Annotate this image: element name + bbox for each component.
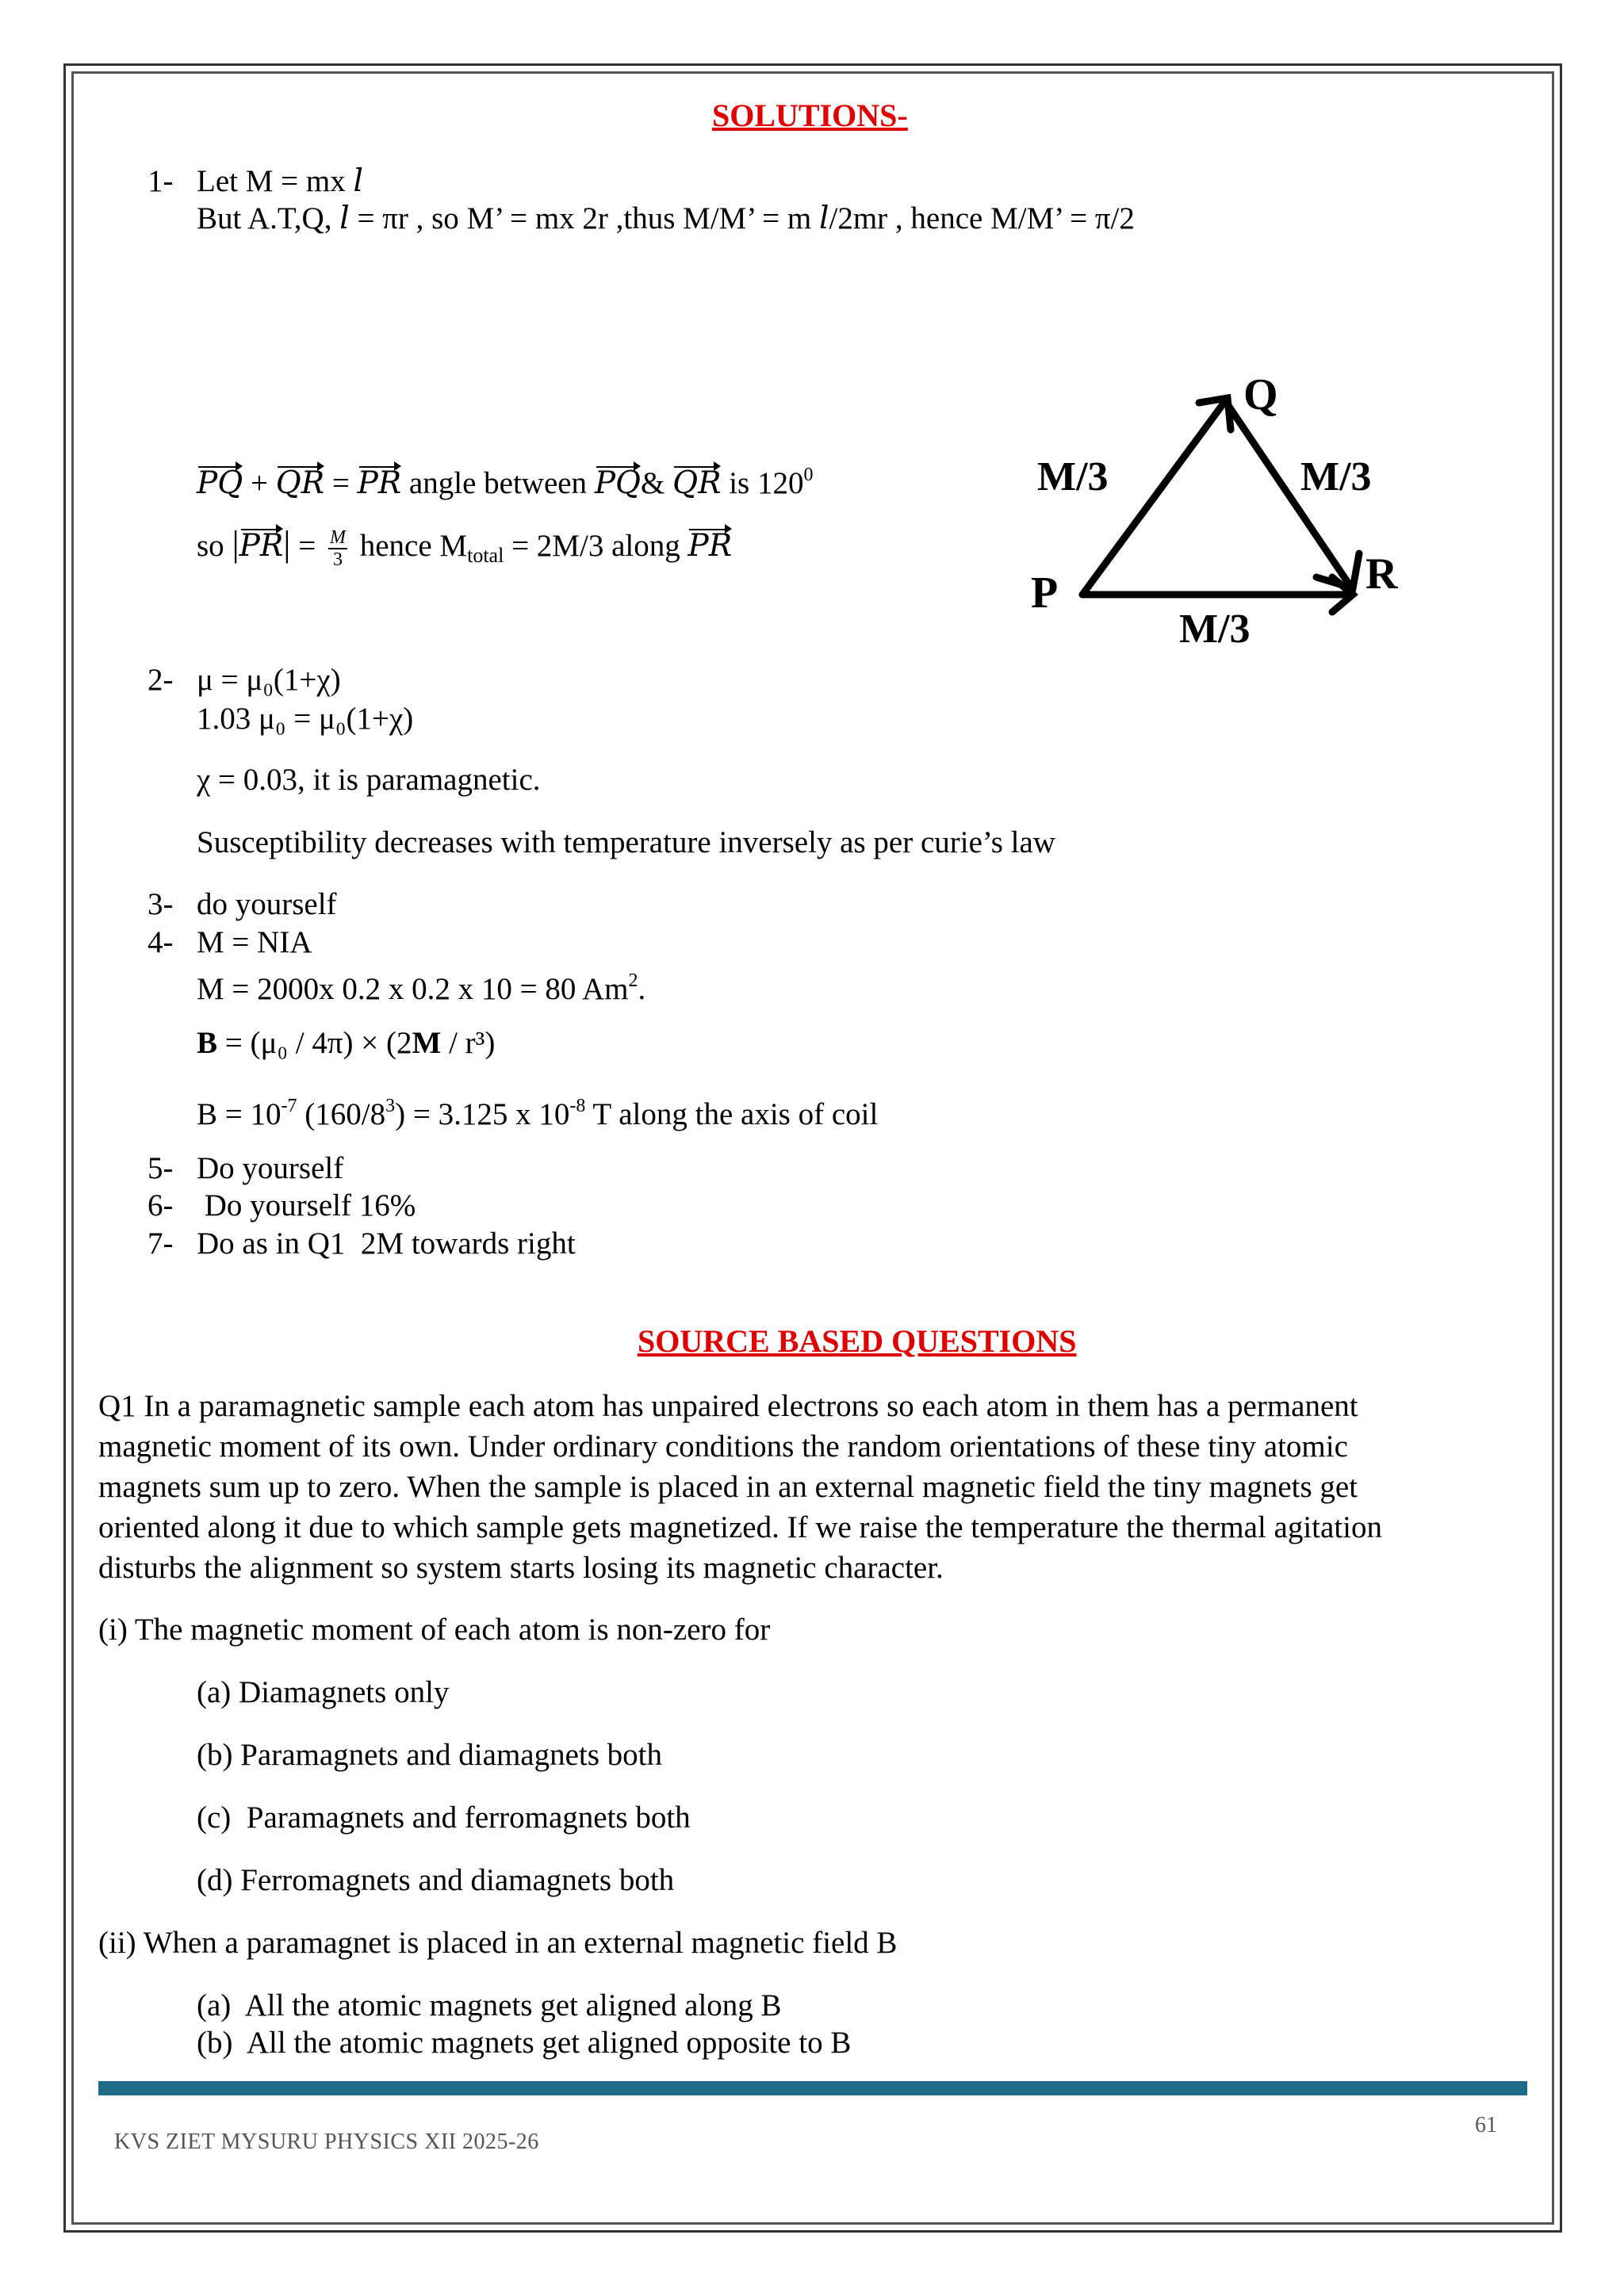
solution-6-text: Do yourself 16%	[197, 1188, 416, 1223]
paragraph-line: magnets sum up to zero. When the sample is placed in an external magnetic field the tiny magnets get	[98, 1470, 1358, 1504]
permeability-equation: μ = μ₀(1+χ)	[197, 663, 341, 697]
superscript: -7	[281, 1096, 297, 1116]
field-value: T along the axis of coil	[585, 1097, 879, 1131]
paragraph-line: oriented along it due to which sample gets magnetized. If we raise the temperature the thermal agitation	[98, 1510, 1382, 1544]
vector-qr: QR	[275, 465, 325, 501]
superscript: 2	[628, 970, 638, 991]
fraction-m-over-3	[328, 527, 347, 570]
q1-paragraph	[98, 1386, 1526, 1588]
solution-1-number: 1-	[147, 164, 174, 198]
vector-triangle-diagram	[1023, 373, 1435, 658]
question-i-option-b: (b) Paramagnets and diamagnets both	[197, 1738, 662, 1772]
field-value: B = 10	[197, 1097, 282, 1131]
solution-5-text: Do yourself	[197, 1151, 344, 1185]
solution-4-text: M = NIA	[197, 925, 312, 959]
paragraph-line: magnetic moment of its own. Under ordinary conditions the random orientations of these tiny atomic	[98, 1429, 1348, 1464]
solution-3	[147, 886, 337, 924]
side-qr-label: M/3	[1300, 454, 1372, 499]
superscript: -8	[569, 1096, 586, 1116]
solution-3-number: 3-	[147, 887, 174, 921]
solution-1-text: But A.T,Q,	[197, 201, 340, 235]
fraction-numerator: M	[329, 527, 346, 549]
side-pr-label: M/3	[1179, 607, 1251, 652]
solution-2-line-4: Susceptibility decreases with temperature inversely as per curie’s law	[197, 825, 1055, 859]
degree-superscript: 0	[803, 465, 814, 485]
question-ii-option-b: (b) All the atomic magnets get aligned opposite to B	[197, 2026, 852, 2060]
moment-calculation: M = 2000x 0.2 x 0.2 x 10 = 80 Am	[197, 972, 629, 1006]
equals-sign: =	[290, 529, 324, 563]
vector-pr: PR	[239, 528, 284, 564]
question-i-option-a: (a) Diamagnets only	[197, 1675, 450, 1709]
magnitude-line	[197, 525, 732, 575]
superscript: 3	[385, 1096, 396, 1116]
abs-bar: |	[283, 523, 291, 564]
plus-sign: +	[243, 466, 276, 500]
footer-bar	[98, 2081, 1527, 2095]
symbol-l: l	[819, 201, 829, 236]
solutions-heading: SOLUTIONS-	[712, 98, 908, 133]
source-questions-heading: SOURCE BASED QUESTIONS	[638, 1323, 1077, 1359]
angle-text: angle between	[401, 466, 595, 500]
result-text: = 2M/3 along	[504, 529, 688, 563]
solution-1-text: = πr , so M’ = mx 2r ,thus M/M’ = m	[349, 201, 820, 235]
solution-2-number: 2-	[147, 663, 174, 697]
vertex-r-label: R	[1365, 549, 1398, 599]
period: .	[638, 972, 646, 1006]
question-i-stem: (i) The magnetic moment of each atom is non-zero for	[98, 1613, 771, 1647]
solution-2-line-2: 1.03 μ₀ = μ₀(1+χ)	[197, 702, 414, 736]
field-symbol: B	[197, 1026, 218, 1060]
field-value: ) = 3.125 x 10	[395, 1097, 570, 1131]
solution-5-number: 5-	[147, 1151, 174, 1185]
field-formula-end: / r³)	[441, 1026, 496, 1060]
vector-pr: PR	[688, 528, 733, 564]
vertex-p-label: P	[1031, 568, 1059, 618]
solution-4-line-1	[147, 924, 312, 962]
solution-1-text: Let M = mx	[197, 164, 354, 198]
question-i-option-d: (d) Ferromagnets and diamagnets both	[197, 1863, 675, 1897]
total-subscript: total	[467, 544, 504, 567]
so-text: so	[197, 529, 232, 563]
solution-4-line-2	[197, 962, 645, 1008]
symbol-l: l	[353, 163, 363, 199]
paragraph-line: Q1 In a paramagnetic sample each atom has unpaired electrons so each atom in them has a permanent	[98, 1389, 1358, 1423]
solution-1-text: /2mr , hence M/M’ = π/2	[829, 201, 1135, 235]
hence-text: hence M	[351, 529, 468, 563]
abs-bar: |	[232, 523, 239, 564]
question-ii-stem: (ii) When a paramagnet is placed in an external magnetic field B	[98, 1926, 898, 1960]
footer-text: KVS ZIET MYSURU PHYSICS XII 2025-26	[114, 2130, 539, 2154]
fraction-denominator: 3	[332, 549, 343, 571]
vector-qr: QR	[672, 465, 722, 501]
question-ii-option-a: (a) All the atomic magnets get aligned along B	[197, 1988, 782, 2022]
solution-2-line-1	[147, 661, 341, 699]
page-number: 61	[1475, 2113, 1497, 2137]
solution-2-line-3: χ = 0.03, it is paramagnetic.	[197, 763, 541, 797]
vertex-q-label: Q	[1243, 373, 1278, 419]
vector-pq: PQ	[197, 465, 243, 501]
equals-sign: =	[324, 466, 358, 500]
moment-symbol: M	[412, 1026, 442, 1060]
solution-3-text: do yourself	[197, 887, 337, 921]
vector-pq: PQ	[594, 465, 642, 501]
question-i-option-c: (c) Paramagnets and ferromagnets both	[197, 1800, 691, 1835]
solution-1-line-1	[147, 163, 363, 201]
side-pq-label: M/3	[1037, 454, 1109, 499]
solution-4-line-4	[197, 1087, 878, 1134]
solution-1-line-2	[197, 200, 1135, 238]
solution-4-number: 4-	[147, 925, 174, 959]
vector-pr: PR	[357, 465, 402, 501]
field-formula: = (μ₀ / 4π) × (2	[217, 1026, 412, 1060]
solution-7-number: 7-	[147, 1226, 174, 1261]
ampersand: &	[641, 466, 673, 500]
field-value: (160/8	[297, 1097, 386, 1131]
symbol-l: l	[339, 201, 350, 236]
solution-7	[147, 1225, 576, 1263]
paragraph-line: disturbs the alignment so system starts losing its magnetic character.	[98, 1551, 944, 1585]
solution-6-number: 6-	[147, 1188, 174, 1223]
solution-4-line-3	[197, 1024, 495, 1062]
angle-value: is 120	[721, 466, 804, 500]
vector-sum-line	[197, 456, 813, 503]
solution-7-text: Do as in Q1 2M towards right	[197, 1226, 576, 1261]
solution-5	[147, 1150, 343, 1188]
solution-6	[147, 1187, 416, 1225]
